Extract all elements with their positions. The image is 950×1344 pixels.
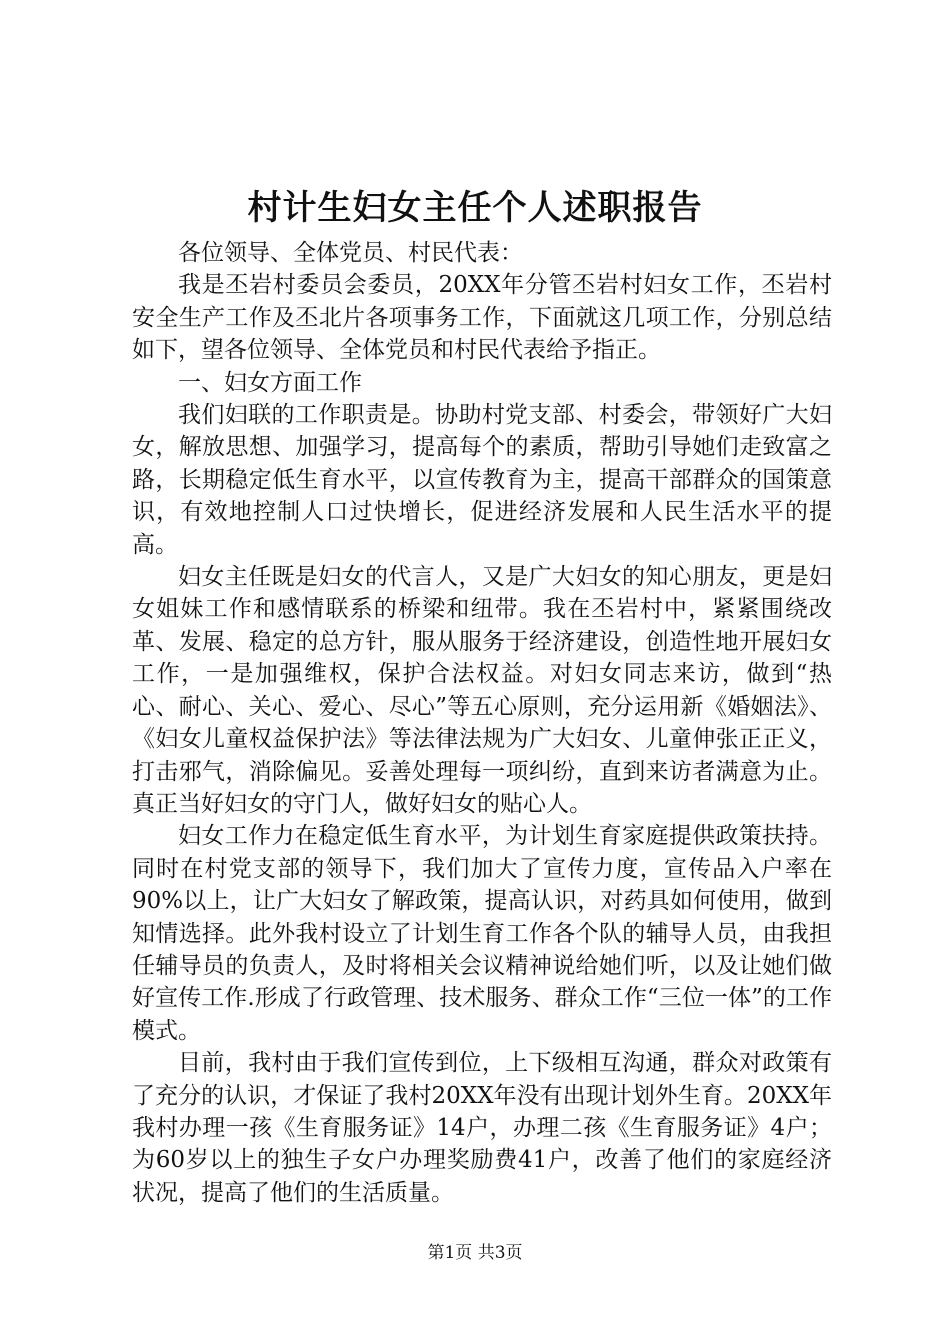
document-title: 村计生妇女主任个人述职报告 <box>247 188 703 228</box>
body-paragraph: 我们妇联的工作职责是。协助村党支部、村委会，带领好广大妇女，解放思想、加强学习，提高每个的素质，帮助引导她们走致富之路，长期稳定低生育水平，以宣传教育为主，提高干部群众的国策意识，有效地控制人口过快增长，促进经济发展和人民生活水平的提高。 <box>132 402 832 558</box>
body-paragraph: 目前，我村由于我们宣传到位，上下级相互沟通，群众对政策有了充分的认识，才保证了我村20XX年没有出现计划外生育。20XX年我村办理一孩《生育服务证》14户，办理二孩《生育服务证》4户；为60岁以上的独生子女户办理奖励费41户，改善了他们的家庭经济状况，提高了他们的生活质量。 <box>132 1050 832 1206</box>
document-body <box>132 237 832 1209</box>
intro-paragraph: 我是丕岩村委员会委员，20XX年分管丕岩村妇女工作，丕岩村安全生产工作及丕北片各项事务工作，下面就这几项工作，分别总结如下，望各位领导、全体党员和村民代表给予指正。 <box>132 272 832 364</box>
body-paragraph: 妇女工作力在稳定低生育水平，为计划生育家庭提供政策扶持。同时在村党支部的领导下，我们加大了宣传力度，宣传品入户率在90%以上，让广大妇女了解政策，提高认识，对药具如何使用，做到知情选择。此外我村设立了计划生育工作各个队的辅导人员，由我担任辅导员的负责人，及时将相关会议精神说给她们听，以及让她们做好宣传工作.形成了行政管理、技术服务、群众工作“三位一体”的工作模式。 <box>132 823 832 1044</box>
salutation-paragraph: 各位领导、全体党员、村民代表： <box>178 240 523 266</box>
section-heading: 一、妇女方面工作 <box>178 369 362 396</box>
body-paragraph: 妇女主任既是妇女的代言人，又是广大妇女的知心朋友，更是妇女姐妹工作和感情联系的桥梁和纽带。我在丕岩村中，紧紧围绕改革、发展、稳定的总方针，服从服务于经济建设，创造性地开展妇女工作，一是加强维权，保护合法权益。对妇女同志来访，做到“热心、耐心、关心、爱心、尽心”等五心原则，充分运用新《婚姻法》、《妇女儿童权益保护法》等法律法规为广大妇女、儿童伸张正正义，打击邪气，消除偏见。妥善处理每一项纠纷，直到来访者满意为止。真正当好妇女的守门人，做好妇女的贴心人。 <box>132 564 832 817</box>
page-number-footer: 第1页 共3页 <box>427 1243 523 1263</box>
